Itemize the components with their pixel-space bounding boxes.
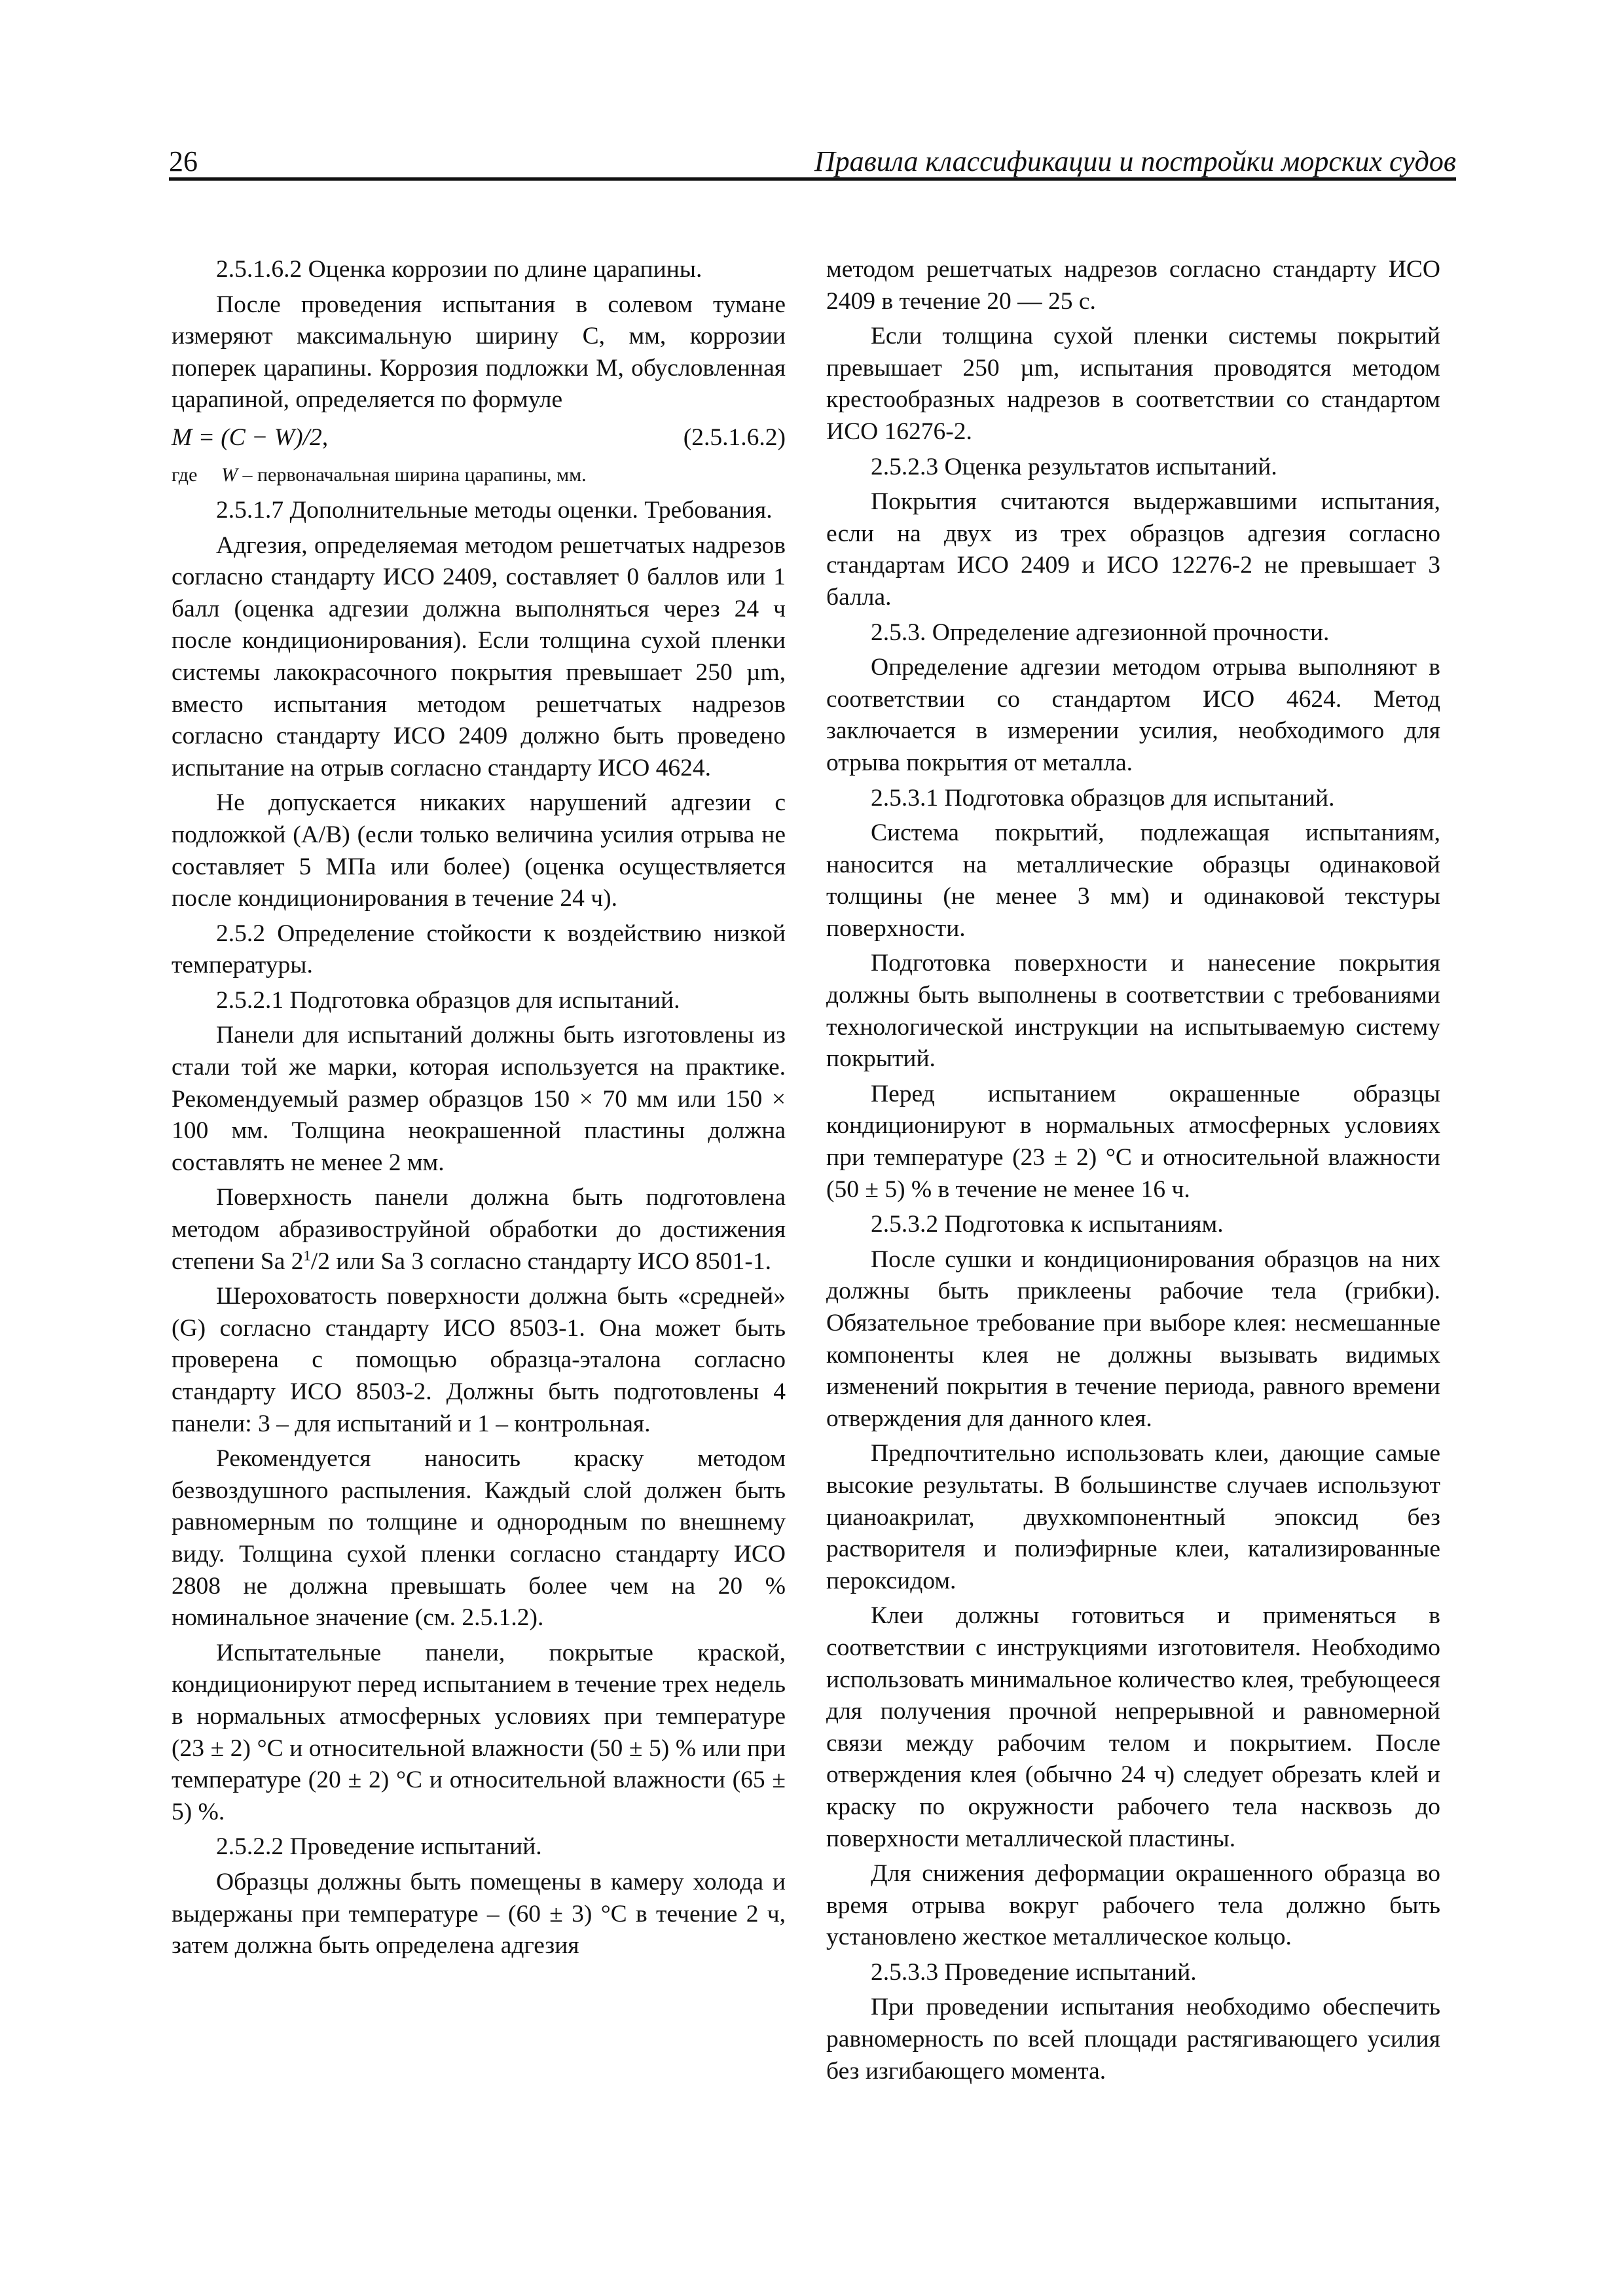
paragraph: Для снижения деформации окрашенного образца во время отрыва вокруг рабочего тела должно быть установлено жесткое металлическое кольцо. xyxy=(826,1860,1440,1951)
formula-expression: M = (C − W)/2, xyxy=(172,423,329,451)
left-column xyxy=(172,254,786,1965)
paragraph: Испытательные панели, покрытые краской, кондиционируют перед испытанием в течение трех недель в нормальных атмосферных условиях при температуре (23 ± 2) °C и относительной влажности (50 ± 5) % или при температуре (20 ± 2) °C и относительной влажности (65 ± 5) %. xyxy=(172,1639,786,1825)
paragraph-continued: методом решетчатых надрезов согласно стандарту ИСО 2409 в течение 20 — 25 с. xyxy=(826,256,1440,315)
running-title: Правила классификации и постройки морских судов xyxy=(814,145,1456,177)
superscript: 1 xyxy=(303,1247,311,1264)
where-text: – первоначальная ширина царапины, мм. xyxy=(238,463,587,486)
paragraph xyxy=(172,1182,786,1278)
paragraph: Адгезия, определяемая методом решетчатых надрезов согласно стандарту ИСО 2409, составляет 0 баллов или 1 балл (оценка адгезии должна выполняться через 24 ч после кондиционирования). Если толщина сухой пленки системы лакокрасочного покрытия превышает 250 µm, вместо испытания методом решетчатых надрезов согласно стандарту ИСО 2409 должно быть проведено испытание на отрыв согласно стандарту ИСО 4624. xyxy=(172,531,786,781)
right-column xyxy=(826,254,1440,2090)
paragraph: Перед испытанием окрашенные образцы кондиционируют в нормальных атмосферных условиях при температуре (23 ± 2) °C и относительной влажности (50 ± 5) % в течение не менее 16 ч. xyxy=(826,1080,1440,1203)
formula-number: (2.5.1.6.2) xyxy=(683,423,786,451)
section-heading-2-5-1-6-2: 2.5.1.6.2 Оценка коррозии по длине царапины. xyxy=(216,256,702,283)
page-header xyxy=(169,145,1456,178)
page-number: 26 xyxy=(169,145,198,177)
paragraph: Система покрытий, подлежащая испытаниям, наносится на металлические образцы одинаковой толщины (не менее 3 мм) и одинаковой текстуры поверхности. xyxy=(826,819,1440,942)
where-label: где xyxy=(172,463,198,486)
section-heading-2-5-3-2: 2.5.3.2 Подготовка к испытаниям. xyxy=(871,1211,1224,1238)
section-heading-2-5-2-2: 2.5.2.2 Проведение испытаний. xyxy=(216,1833,542,1861)
formula-legend xyxy=(172,461,786,490)
header-rule xyxy=(169,177,1456,181)
section-heading-2-5-2-1: 2.5.2.1 Подготовка образцов для испытаний. xyxy=(216,986,680,1014)
section-heading-2-5-3-1: 2.5.3.1 Подготовка образцов для испытаний. xyxy=(871,784,1335,812)
paragraph: Панели для испытаний должны быть изготовлены из стали той же марки, которая используется на практике. Рекомендуемый размер образцов 150 × 70 мм или 150 × 100 мм. Толщина неокрашенной пластины должна составлять не менее 2 мм. xyxy=(172,1022,786,1176)
paragraph: Предпочтительно использовать клеи, дающие самые высокие результаты. В большинстве случаев используют цианоакрилат, двухкомпонентный эпоксид без растворителя и полиэфирные клеи, катализированные пероксидом. xyxy=(826,1440,1440,1594)
paragraph: Если толщина сухой пленки системы покрытий превышает 250 µm, испытания проводятся методом крестообразных надрезов в соответствии со стандартом ИСО 16276-2. xyxy=(826,323,1440,445)
paragraph-part: /2 или Sa 3 согласно стандарту ИСО 8501-1. xyxy=(310,1247,771,1275)
paragraph: При проведении испытания необходимо обеспечить равномерность по всей площади растягивающего усилия без изгибающего момента. xyxy=(826,1994,1440,2085)
paragraph: Не допускается никаких нарушений адгезии с подложкой (A/B) (если только величина усилия отрыва не составляет 5 МПа или более) (оценка осуществляется после кондиционирования в течение 24 ч). xyxy=(172,789,786,912)
paragraph: Шероховатость поверхности должна быть «средней» (G) согласно стандарту ИСО 8503-1. Она может быть проверена с помощью образца-эталона согласно стандарту ИСО 8503-2. Должны быть подготовлены 4 панели: 3 – для испытаний и 1 – контрольная. xyxy=(172,1283,786,1437)
paragraph: Определение адгезии методом отрыва выполняют в соответствии со стандартом ИСО 4624. Метод заключается в измерении усилия, необходимого для отрыва покрытия от металла. xyxy=(826,654,1440,776)
paragraph-part: Поверхность панели должна быть подготовлена методом абразивоструйной обработки до достижения степени Sa 2 xyxy=(172,1184,786,1275)
section-heading-2-5-1-7: 2.5.1.7 Дополнительные методы оценки. Требования. xyxy=(216,496,773,524)
paragraph: Покрытия считаются выдержавшими испытания, если на двух из трех образцов адгезия согласно стандартам ИСО 2409 и ИСО 12276-2 не превышает 3 балла. xyxy=(826,488,1440,611)
paragraph: Рекомендуется наносить краску методом безвоздушного распыления. Каждый слой должен быть равномерным по толщине и однородным по внешнему виду. Толщина сухой пленки согласно стандарту ИСО 2808 не должна превышать более чем на 20 % номинальное значение (см. 2.5.1.2). xyxy=(172,1445,786,1632)
paragraph: После сушки и кондиционирования образцов на них должны быть приклеены рабочие тела (грибки). Обязательное требование при выборе клея: несмешанные компоненты клея не должны вызывать видимых изменений покрытия в течение периода, равного времени отверждения для данного клея. xyxy=(826,1246,1440,1432)
section-heading-2-5-3-3: 2.5.3.3 Проведение испытаний. xyxy=(871,1958,1197,1986)
formula xyxy=(172,420,786,456)
paragraph: Подготовка поверхности и нанесение покрытия должны быть выполнены в соответствии с требованиями технологической инструкции на испытываемую систему покрытий. xyxy=(826,950,1440,1073)
section-heading-2-5-2-3: 2.5.2.3 Оценка результатов испытаний. xyxy=(871,453,1277,480)
paragraph: Образцы должны быть помещены в камеру холода и выдержаны при температуре – (60 ± 3) °C в течение 2 ч, затем должна быть определена адгезия xyxy=(172,1868,786,1960)
paragraph: После проведения испытания в солевом тумане измеряют максимальную ширину C, мм, коррозии поперек царапины. Коррозия подложки M, обусловленная царапиной, определяется по формуле xyxy=(172,291,786,414)
where-symbol: W xyxy=(221,463,238,486)
section-heading-2-5-3: 2.5.3. Определение адгезионной прочности. xyxy=(871,619,1330,646)
section-heading-2-5-2: 2.5.2 Определение стойкости к воздействию низкой температуры. xyxy=(172,920,786,979)
paragraph: Клеи должны готовиться и применяться в соответствии с инструкциями изготовителя. Необходимо использовать минимальное количество клея, требующееся для получения прочной непрерывной и равномерной связи между рабочим телом и покрытием. После отверждения клея (обычно 24 ч) следует обрезать клей и краску по окружности рабочего тела насквозь до поверхности металлической пластины. xyxy=(826,1602,1440,1852)
